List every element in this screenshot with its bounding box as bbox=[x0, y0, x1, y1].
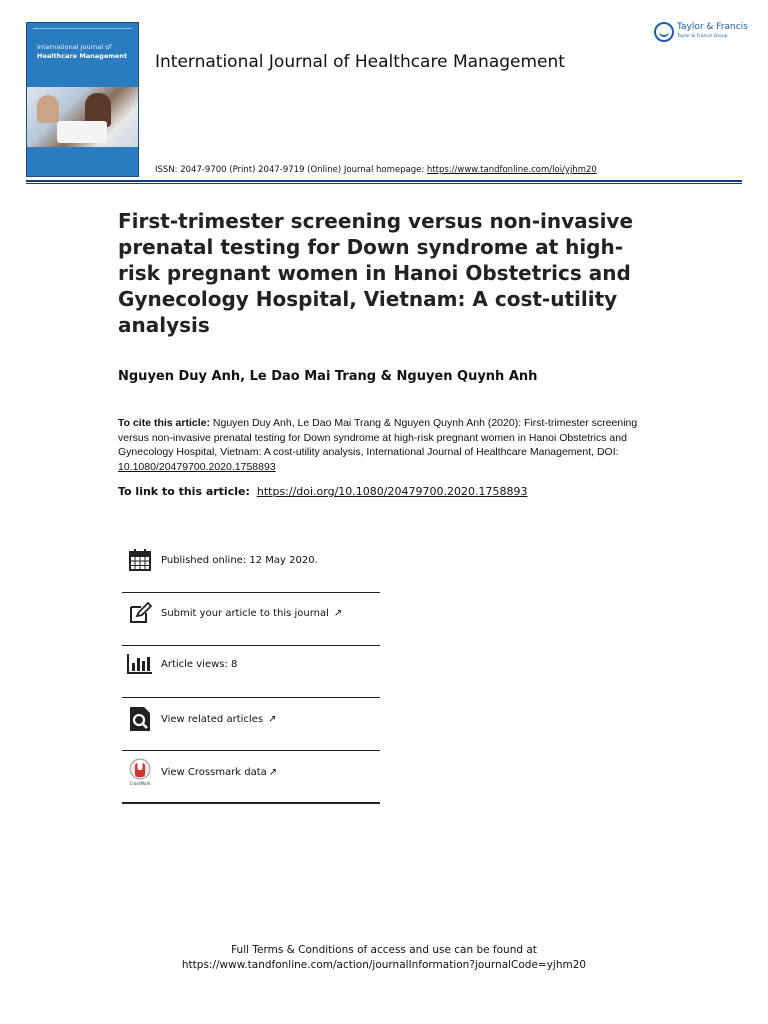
external-link-icon: ↗ bbox=[268, 766, 278, 778]
related-articles-link[interactable]: View related articles bbox=[161, 713, 264, 725]
journal-homepage-link[interactable]: https://www.tandfonline.com/loi/yjhm20 bbox=[426, 165, 597, 175]
article-views-item bbox=[122, 638, 380, 690]
publisher-subtitle: Taylor & Francis Group bbox=[677, 34, 728, 39]
published-online-item bbox=[122, 534, 380, 586]
edit-icon bbox=[127, 600, 153, 626]
citation-block bbox=[118, 416, 658, 474]
cite-text: Nguyen Duy Anh, Le Dao Mai Trang & Nguyen Quynh Anh (2020): First-trimester screening versus non-invasive prenatal testing for Down syndrome at high-risk pregnant women in Hanoi Obstetrics and Gynecology Hospital, Vietnam: A cost-utility analysis, International Journal of Healthcare Management, DOI: bbox=[118, 417, 638, 458]
article-link-line bbox=[118, 485, 527, 498]
article-doi-link[interactable]: https://doi.org/10.1080/20479700.2020.1758893 bbox=[256, 485, 528, 498]
submit-article-item[interactable] bbox=[122, 587, 380, 639]
cover-photo bbox=[27, 87, 139, 147]
crossmark-item[interactable] bbox=[122, 746, 380, 798]
cover-title-line1: International Journal of bbox=[37, 43, 112, 51]
article-title: First-trimester screening versus non-invasive prenatal testing for Down syndrome at high-risk pregnant women in Hanoi Obstetrics and Gynecology Hospital, Vietnam: A cost-utility analysis bbox=[118, 209, 634, 337]
cite-doi-link[interactable]: 10.1080/20479700.2020.1758893 bbox=[118, 460, 276, 473]
article-views-text: Article views: 8 bbox=[161, 658, 238, 670]
publisher-name: Taylor & Francis bbox=[677, 22, 748, 32]
external-link-icon: ↗ bbox=[268, 713, 277, 725]
cover-photo-object bbox=[57, 121, 107, 143]
journal-cover-image bbox=[26, 22, 139, 177]
journal-title: International Journal of Healthcare Management bbox=[155, 52, 565, 72]
info-divider-bottom bbox=[122, 802, 380, 804]
link-label: To link to this article: bbox=[118, 485, 250, 498]
external-link-icon: ↗ bbox=[333, 607, 343, 619]
footer-terms bbox=[0, 943, 768, 973]
submit-article-link[interactable]: Submit your article to this journal bbox=[161, 607, 329, 619]
cover-photo-person bbox=[37, 95, 59, 123]
bar-chart-icon bbox=[127, 651, 153, 677]
cover-title-line2: Healthcare Management bbox=[37, 52, 128, 60]
publisher-logo[interactable] bbox=[654, 22, 748, 42]
calendar-icon bbox=[127, 547, 153, 573]
taylor-francis-logo-icon bbox=[654, 22, 674, 42]
header-rule-thin bbox=[26, 183, 742, 184]
related-search-icon bbox=[127, 706, 153, 732]
related-articles-item[interactable] bbox=[122, 693, 380, 745]
article-authors: Nguyen Duy Anh, Le Dao Mai Trang & Nguyen Quynh Anh bbox=[118, 369, 538, 384]
footer-line-1: Full Terms & Conditions of access and use can be found at bbox=[231, 944, 537, 956]
published-online-text: Published online: 12 May 2020. bbox=[161, 554, 318, 566]
cite-label: To cite this article: bbox=[118, 417, 210, 429]
footer-terms-url[interactable]: https://www.tandfonline.com/action/journalInformation?journalCode=yjhm20 bbox=[181, 959, 587, 971]
crossmark-icon bbox=[127, 759, 153, 785]
issn-text: ISSN: 2047-9700 (Print) 2047-9719 (Online) Journal homepage: bbox=[155, 165, 427, 175]
crossmark-link[interactable]: View Crossmark data bbox=[161, 766, 267, 778]
header-rule bbox=[26, 180, 742, 182]
cover-rule bbox=[33, 28, 132, 29]
crossmark-logo-text: CrossMark bbox=[129, 781, 151, 786]
issn-line bbox=[155, 165, 597, 175]
